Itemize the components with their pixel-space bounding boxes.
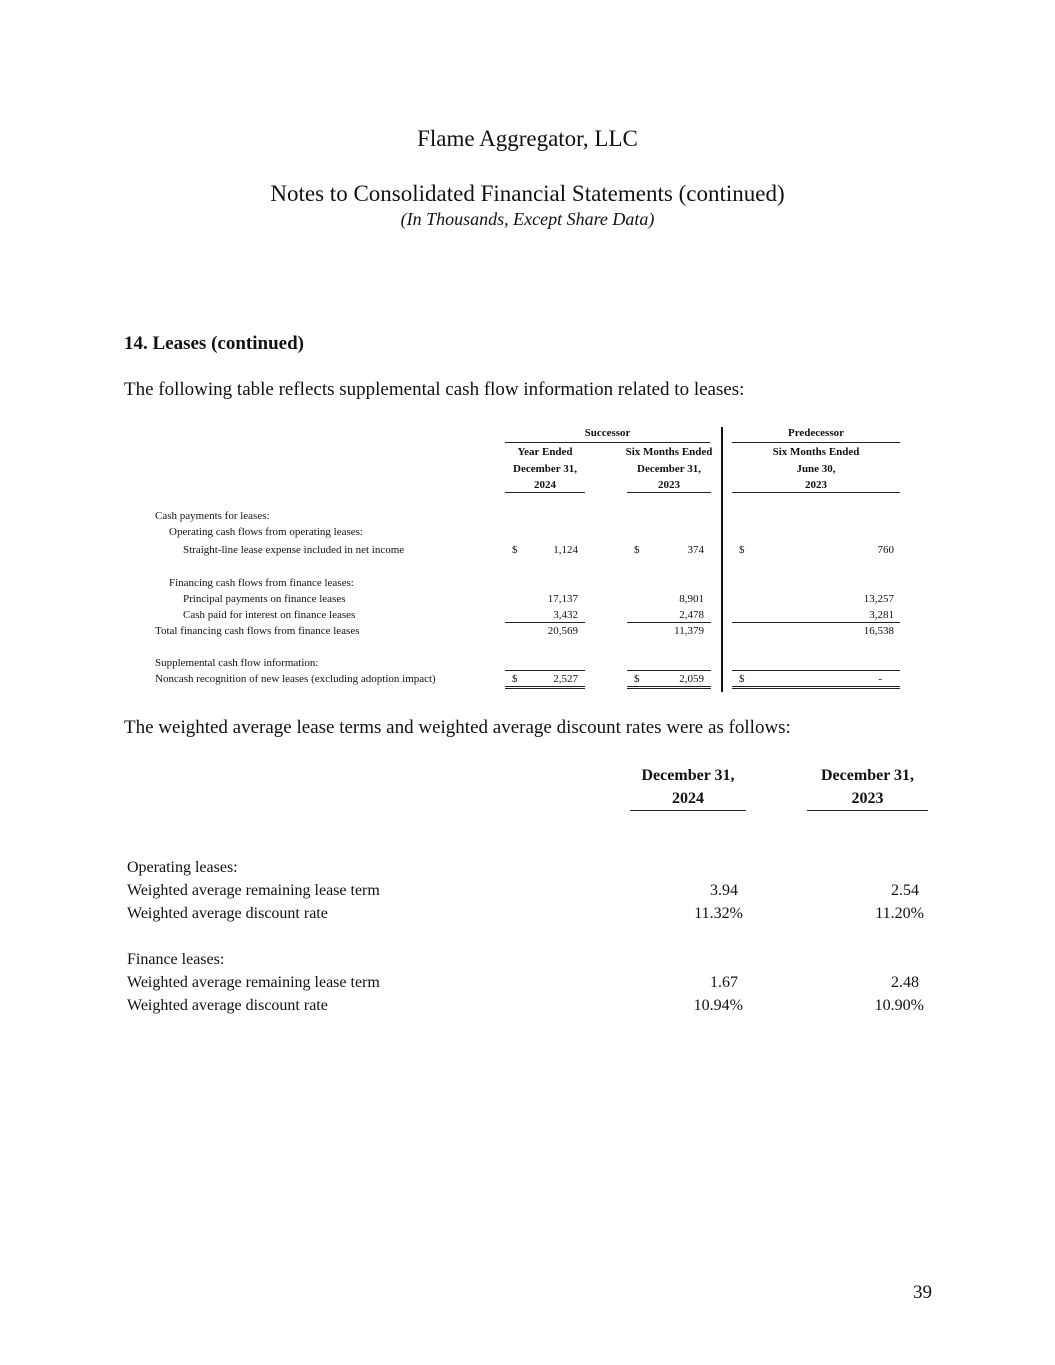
col2-header-3: 2023 (658, 479, 680, 491)
col1-header-1: Year Ended (517, 446, 573, 458)
table-cell: 16,538 (863, 625, 894, 637)
table-cell: 3.94 (710, 882, 738, 899)
w-col1-header-2: 2024 (672, 790, 704, 807)
table-cell: 13,257 (863, 593, 894, 605)
subtotal-rule (627, 622, 711, 623)
cash-flow-intro: The following table reflects supplemental cash flow information related to leases: (124, 379, 745, 400)
table-cell: 11.20% (875, 905, 924, 922)
subtotal-rule (505, 622, 585, 623)
table-cell: 2.48 (891, 974, 919, 991)
weighted-intro: The weighted average lease terms and weighted average discount rates were as follows: (124, 717, 791, 738)
currency-symbol: $ (739, 544, 745, 556)
table-cell: 1.67 (710, 974, 738, 991)
double-rule (732, 688, 900, 689)
w-col2-header-1: December 31, (821, 767, 914, 784)
table-cell: 2.54 (891, 882, 919, 899)
table-cell: 2,059 (679, 673, 704, 685)
table-cell: 3,432 (553, 609, 578, 621)
double-rule (627, 688, 711, 689)
w-col2-header-2: 2023 (851, 790, 884, 807)
table-cell: 20,569 (547, 625, 578, 637)
row-label: Weighted average remaining lease term (127, 882, 380, 899)
col2-header-1: Six Months Ended (625, 446, 713, 458)
col2-header-rule (627, 492, 711, 493)
row-label: Weighted average discount rate (127, 905, 328, 922)
row-label: Supplemental cash flow information: (155, 657, 319, 669)
double-rule (505, 686, 585, 687)
col3-header-rule (732, 492, 900, 493)
currency-symbol: $ (634, 544, 640, 556)
successor-rule (505, 442, 710, 443)
noncash-top-rule (732, 670, 900, 671)
table-cell: 11,379 (674, 625, 704, 637)
period-divider (721, 427, 723, 692)
table-cell: 1,124 (553, 544, 578, 556)
row-label: Total financing cash flows from finance leases (155, 625, 360, 637)
col3-header-2: June 30, (796, 463, 836, 475)
table-cell: 8,901 (679, 593, 704, 605)
double-rule (627, 686, 711, 687)
table-cell: 11.32% (694, 905, 743, 922)
subtotal-rule (732, 622, 900, 623)
row-label: Cash payments for leases: (155, 510, 270, 522)
table-cell: 3,281 (869, 609, 894, 621)
row-label: Straight-line lease expense included in net income (183, 544, 405, 556)
company-name: Flame Aggregator, LLC (417, 126, 638, 151)
table-cell: - (878, 673, 882, 685)
row-label: Operating cash flows from operating leases: (169, 526, 363, 538)
table-cell: 10.94% (693, 997, 743, 1014)
w-col1-rule (630, 810, 746, 811)
notes-title: Notes to Consolidated Financial Statements (continued) (270, 181, 785, 206)
currency-symbol: $ (512, 673, 518, 685)
group-predecessor: Predecessor (788, 427, 844, 439)
col1-header-rule (505, 492, 585, 493)
table-cell: 17,137 (547, 593, 578, 605)
row-label: Operating leases: (127, 859, 238, 876)
table-cell: 374 (687, 544, 704, 556)
currency-symbol: $ (512, 544, 518, 556)
row-label: Financing cash flows from finance leases: (169, 577, 354, 589)
table-cell: 760 (877, 544, 894, 556)
noncash-top-rule (505, 670, 585, 671)
row-label: Weighted average remaining lease term (127, 974, 380, 991)
notes-subtitle: (In Thousands, Except Share Data) (400, 209, 655, 229)
col1-header-2: December 31, (513, 463, 577, 475)
section-title: 14. Leases (continued) (124, 333, 304, 354)
row-label: Noncash recognition of new leases (excluding adoption impact) (155, 673, 436, 685)
page-number: 39 (913, 1282, 932, 1303)
w-col2-rule (807, 810, 928, 811)
double-rule (505, 688, 585, 689)
col3-header-3: 2023 (805, 479, 827, 491)
row-label: Finance leases: (127, 951, 225, 968)
row-label: Principal payments on finance leases (183, 593, 346, 605)
col1-header-3: 2024 (534, 479, 556, 491)
noncash-top-rule (627, 670, 711, 671)
currency-symbol: $ (634, 673, 640, 685)
col2-header-2: December 31, (637, 463, 701, 475)
table-cell: 2,527 (553, 673, 578, 685)
predecessor-rule (732, 442, 900, 443)
table-cell: 10.90% (874, 997, 924, 1014)
w-col1-header-1: December 31, (641, 767, 735, 784)
double-rule (732, 686, 900, 687)
row-label: Weighted average discount rate (127, 997, 328, 1014)
col3-header-1: Six Months Ended (772, 446, 860, 458)
group-successor: Successor (584, 427, 631, 439)
currency-symbol: $ (739, 673, 745, 685)
table-cell: 2,478 (679, 609, 704, 621)
row-label: Cash paid for interest on finance leases (183, 609, 356, 621)
